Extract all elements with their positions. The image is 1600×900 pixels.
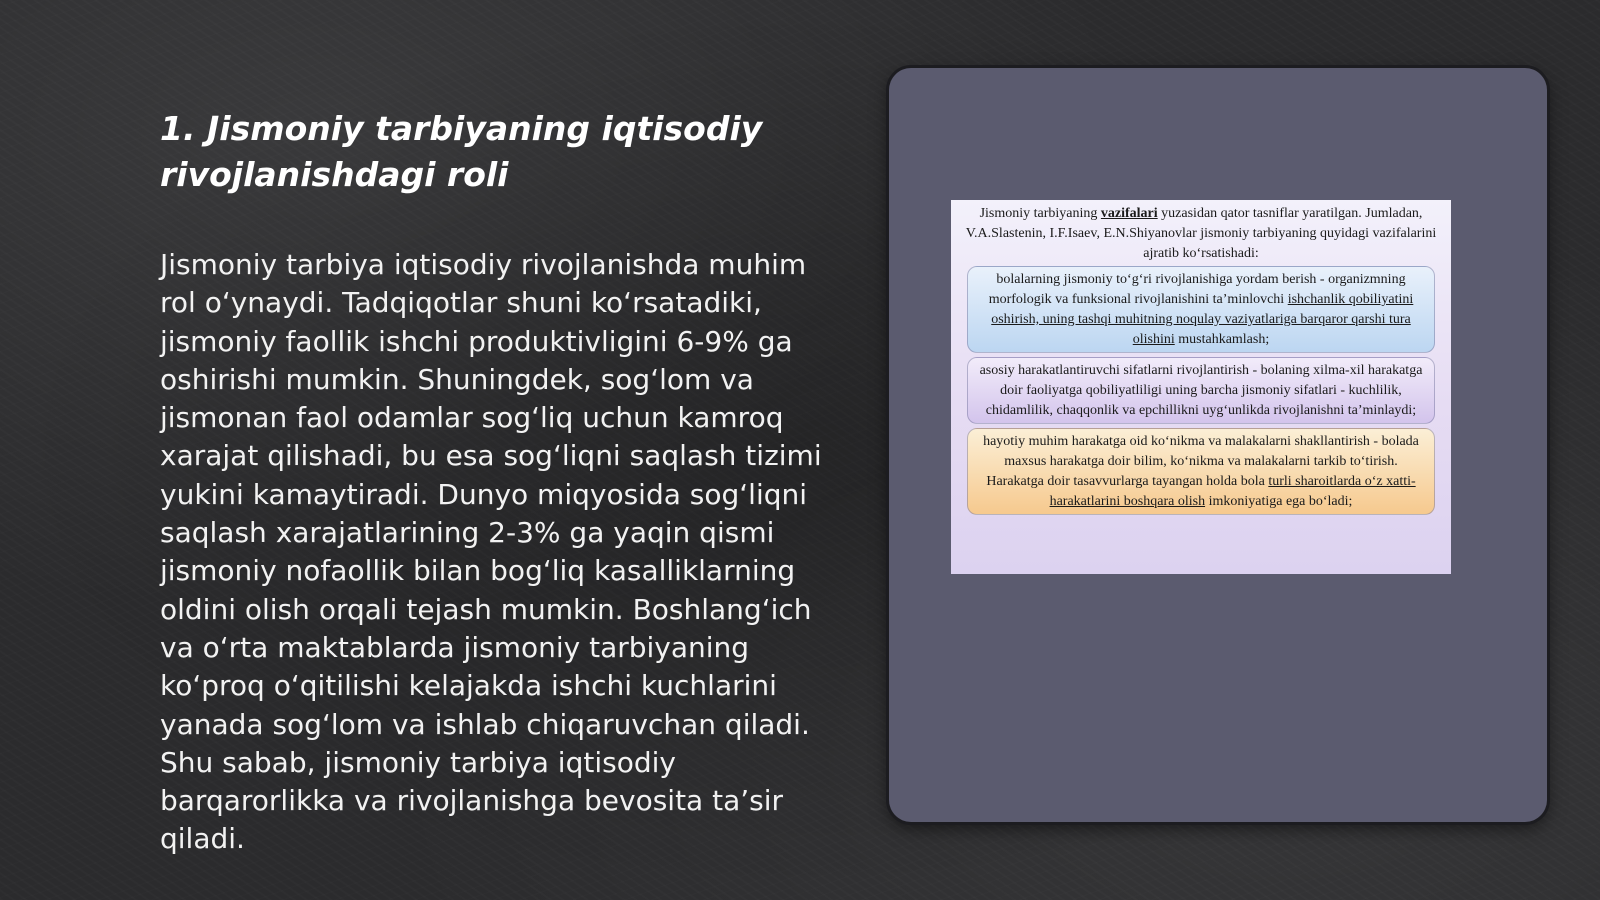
slide-title: 1. Jismoniy tarbiyaning iqtisodiy rivojlanishdagi roli bbox=[160, 109, 763, 194]
box1-text-start: bolalarning jismoniy to‘g‘ri rivojlanishiga yordam berish - organizmning morfologik va funksional rivojlanishini ta’minlovchi bbox=[988, 272, 1406, 307]
task-box-purple bbox=[967, 357, 1435, 424]
box1-underlined: ishchanlik qobiliyatini oshirish, uning tashqi muhitning noqulay vaziyatlariga barqaror qarshi tura olishini bbox=[991, 292, 1414, 347]
box2-text: asosiy harakatlantiruvchi sifatlarni rivojlantirish - bolaning xilma-xil harakatga doir faoliyatga qobiliyatliligi uning barcha jismoniy sifatlari - kuchlilik, chidamlilik, chaqqonlik va epchillikni uyg‘unlikda rivojlanishni ta’minlaydi; bbox=[979, 363, 1423, 418]
box3-text-start: hayotiy muhim harakatga oid ko‘nikma va malakalarni shakllantirish - bolada maxsus harakatga doir bilim, ko‘nikma va malakalarni tarkib to‘tirish. Harakatga doir tasavvurlarga tayangan holda bola bbox=[983, 434, 1419, 489]
intro-text-start: Jismoniy tarbiyaning bbox=[979, 206, 1101, 221]
intro-text-end: yuzasidan qator tasniflar yaratilgan. Jumladan, V.A.Slastenin, I.F.Isaev, E.N.Shiyanovlar jismoniy tarbiyaning quyidagi vazifalarini ajratib ko‘rsatishadi: bbox=[965, 206, 1437, 261]
box3-underlined: turli sharoitlarda o‘z xatti-harakatlarini boshqara olish bbox=[1049, 474, 1416, 509]
box3-text-end: imkoniyatiga ega bo‘ladi; bbox=[1205, 494, 1353, 509]
task-box-blue bbox=[967, 266, 1435, 353]
task-box-orange bbox=[967, 428, 1435, 515]
slide-body-text: Jismoniy tarbiya iqtisodiy rivojlanishda muhim rol o‘ynaydi. Tadqiqotlar shuni ko‘rsatadiki, jismoniy faollik ishchi produktivligini 6-9% ga oshirishi mumkin. Shuningdek, sog‘lom va jismonan faol odamlar sog‘liq uchun kamroq xarajat qilishadi, bu esa sog‘liqni saqlash tizimi yukini kamaytiradi. Dunyo miqyosida sog‘liqni saqlash xarajatlarining 2-3% ga yaqin qismi jismoniy nofaollik bilan bog‘liq kasalliklarning oldini olish orqali tejash mumkin. Boshlang‘ich va o‘rta maktablarda jismoniy tarbiyaning ko‘proq o‘qitilishi kelajakda ishchi kuchlarini yanada sog‘lom va ishlab chiqaruvchan qiladi. Shu sabab, jismoniy tarbiya iqtisodiy barqarorlikka va rivojlanishga bevosita ta’sir qiladi. bbox=[160, 248, 822, 856]
document-intro bbox=[959, 204, 1443, 264]
intro-underlined-term: vazifalari bbox=[1100, 206, 1158, 221]
box1-text-end: mustahkamlash; bbox=[1174, 332, 1270, 347]
document-image bbox=[951, 200, 1451, 574]
